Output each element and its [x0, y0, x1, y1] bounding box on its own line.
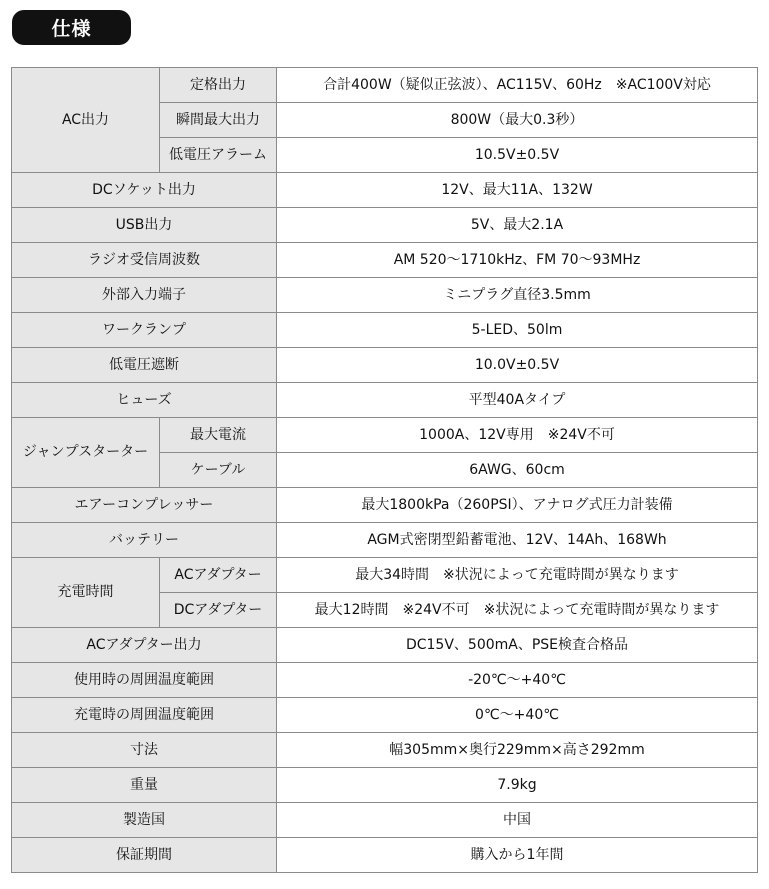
charging-temp-value: 0℃～+40℃	[277, 698, 758, 733]
low-voltage-cutoff-value: 10.0V±0.5V	[277, 348, 758, 383]
spec-table	[11, 67, 758, 873]
table-row	[12, 838, 758, 873]
work-lamp-label: ワークランプ	[12, 313, 277, 348]
fuse-value: 平型40Aタイプ	[277, 383, 758, 418]
radio-label: ラジオ受信周波数	[12, 243, 277, 278]
table-row	[12, 313, 758, 348]
weight-value: 7.9kg	[277, 768, 758, 803]
dimensions-value: 幅305mm×奥行229mm×高さ292mm	[277, 733, 758, 768]
rated-output-value: 合計400W（疑似正弦波）、AC115V、60Hz ※AC100V対応	[277, 68, 758, 103]
origin-label: 製造国	[12, 803, 277, 838]
radio-value: AM 520～1710kHz、FM 70～93MHz	[277, 243, 758, 278]
max-current-label: 最大電流	[160, 418, 277, 453]
dc-adapter-label: DCアダプター	[160, 593, 277, 628]
operating-temp-value: -20℃～+40℃	[277, 663, 758, 698]
dc-socket-label: DCソケット出力	[12, 173, 277, 208]
operating-temp-label: 使用時の周囲温度範囲	[12, 663, 277, 698]
peak-output-value: 800W（最大0.3秒）	[277, 103, 758, 138]
peak-output-label: 瞬間最大出力	[160, 103, 277, 138]
dc-adapter-value: 最大12時間 ※24V不可 ※状況によって充電時間が異なります	[277, 593, 758, 628]
ac-adapter-output-value: DC15V、500mA、PSE検査合格品	[277, 628, 758, 663]
table-row	[12, 523, 758, 558]
dimensions-label: 寸法	[12, 733, 277, 768]
table-row	[12, 698, 758, 733]
cable-label: ケーブル	[160, 453, 277, 488]
origin-value: 中国	[277, 803, 758, 838]
battery-value: AGM式密閉型鉛蓄電池、12V、14Ah、168Wh	[277, 523, 758, 558]
ac-output-label: AC出力	[12, 68, 160, 173]
table-row	[12, 768, 758, 803]
rated-output-label: 定格出力	[160, 68, 277, 103]
table-row	[12, 243, 758, 278]
table-row	[12, 68, 758, 103]
table-row	[12, 418, 758, 453]
air-compressor-value: 最大1800kPa（260PSI）、アナログ式圧力計装備	[277, 488, 758, 523]
ext-input-value: ミニプラグ直径3.5mm	[277, 278, 758, 313]
fuse-label: ヒューズ	[12, 383, 277, 418]
usb-output-label: USB出力	[12, 208, 277, 243]
table-row	[12, 663, 758, 698]
warranty-value: 購入から1年間	[277, 838, 758, 873]
ac-adapter-label: ACアダプター	[160, 558, 277, 593]
low-voltage-alarm-label: 低電圧アラーム	[160, 138, 277, 173]
battery-label: バッテリー	[12, 523, 277, 558]
table-row	[12, 628, 758, 663]
table-row	[12, 278, 758, 313]
table-row	[12, 558, 758, 593]
cable-value: 6AWG、60cm	[277, 453, 758, 488]
table-row	[12, 383, 758, 418]
table-row	[12, 733, 758, 768]
warranty-label: 保証期間	[12, 838, 277, 873]
low-voltage-alarm-value: 10.5V±0.5V	[277, 138, 758, 173]
air-compressor-label: エアーコンプレッサー	[12, 488, 277, 523]
ac-adapter-output-label: ACアダプター出力	[12, 628, 277, 663]
charging-temp-label: 充電時の周囲温度範囲	[12, 698, 277, 733]
jump-starter-label: ジャンプスターター	[12, 418, 160, 488]
usb-output-value: 5V、最大2.1A	[277, 208, 758, 243]
low-voltage-cutoff-label: 低電圧遮断	[12, 348, 277, 383]
table-row	[12, 488, 758, 523]
dc-socket-value: 12V、最大11A、132W	[277, 173, 758, 208]
ac-adapter-value: 最大34時間 ※状況によって充電時間が異なります	[277, 558, 758, 593]
weight-label: 重量	[12, 768, 277, 803]
table-row	[12, 173, 758, 208]
charge-time-label: 充電時間	[12, 558, 160, 628]
table-row	[12, 803, 758, 838]
ext-input-label: 外部入力端子	[12, 278, 277, 313]
section-title: 仕様	[12, 10, 131, 45]
table-row	[12, 208, 758, 243]
table-row	[12, 348, 758, 383]
work-lamp-value: 5-LED、50lm	[277, 313, 758, 348]
max-current-value: 1000A、12V専用 ※24V不可	[277, 418, 758, 453]
